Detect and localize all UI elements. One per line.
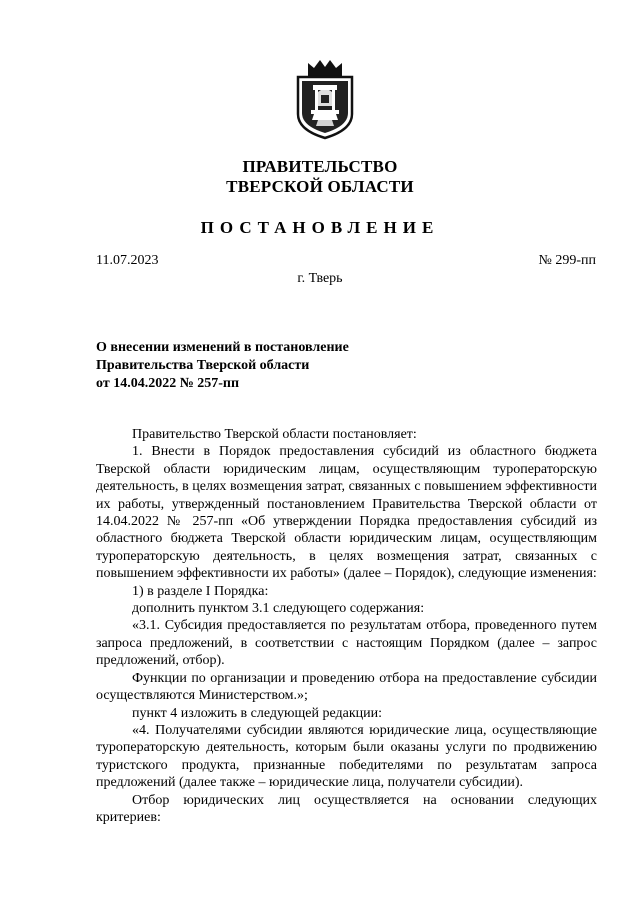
document-type: ПОСТАНОВЛЕНИЕ bbox=[200, 218, 440, 237]
government-title-line2: ТВЕРСКОЙ ОБЛАСТИ bbox=[226, 177, 414, 196]
body-paragraph-section-i: 1) в разделе I Порядка: bbox=[132, 583, 269, 599]
document-body bbox=[96, 426, 597, 826]
body-paragraph-point-4-intro: пункт 4 изложить в следующей редакции: bbox=[132, 705, 382, 721]
body-paragraph-functions: Функции по организации и проведению отбора на предоставление субсидии осуществляются Министерством.»; bbox=[96, 670, 597, 704]
document-city: г. Тверь bbox=[297, 271, 343, 286]
body-paragraph-selection: Отбор юридических лиц осуществляется на основании следующих критериев: bbox=[96, 792, 597, 825]
document-subject bbox=[96, 339, 426, 393]
document-date: 11.07.2023 bbox=[96, 253, 159, 268]
subject-line3: от 14.04.2022 № 257-пп bbox=[96, 376, 240, 391]
body-paragraph-item1: 1. Внести в Порядок предоставления субсидий из областного бюджета Тверской области юридическим лицам, осуществляющим туроператорскую деятельность, в целях возмещения затрат, связанных с повышением эффективности их работы, утвержденный постановлением Правительства Тверской области от 14.04.2022 № 257-пп «Об утверждении Порядка предоставления субсидий из областного бюджета Тверской области юридическим лицам, осуществляющим туроператорскую деятельность, в целях возмещения затрат, связанных с повышением эффективности их работы» (далее – Порядок), следующие изменения: bbox=[96, 444, 597, 582]
body-paragraph-point-4: «4. Получателями субсидии являются юридические лица, осуществляющие туроператорскую деятельность, которым были оказаны услуги по продвижению туристского продукта, признанные победителями по результатам запроса предложений (далее также – юридические лица, получатели субсидии). bbox=[96, 722, 597, 791]
document-number: № 299-пп bbox=[538, 253, 596, 268]
body-paragraph-intro: Правительство Тверской области постановляет: bbox=[132, 427, 417, 442]
government-title-line1: ПРАВИТЕЛЬСТВО bbox=[242, 157, 398, 176]
coat-of-arms-emblem bbox=[294, 58, 356, 140]
subject-line2: Правительства Тверской области bbox=[96, 358, 310, 373]
subject-line1: О внесении изменений в постановление bbox=[96, 340, 349, 355]
body-paragraph-point-3-1: «3.1. Субсидия предоставляется по результатам отбора, проведенного путем запроса предложений, в соответствии с настоящим Порядком (далее – запрос предложений, отбор). bbox=[96, 618, 597, 669]
body-paragraph-add-point: дополнить пунктом 3.1 следующего содержания: bbox=[132, 601, 425, 617]
